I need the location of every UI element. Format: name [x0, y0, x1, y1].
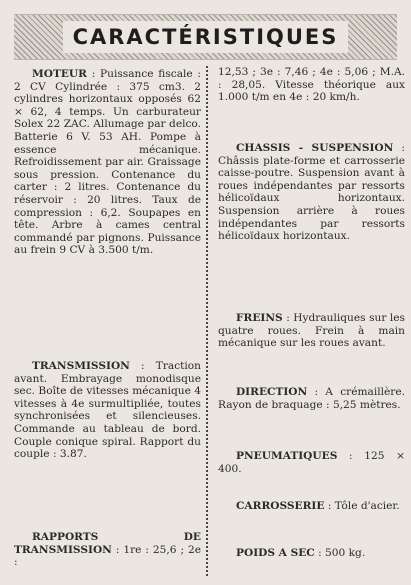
column-divider	[206, 66, 208, 576]
title-banner	[14, 14, 397, 60]
section-rapports	[14, 531, 201, 569]
section-heading: PNEUMATIQUES	[236, 450, 338, 462]
section-carrosserie	[218, 500, 405, 513]
section-moteur	[14, 68, 201, 257]
section-heading: DIRECTION	[236, 386, 308, 398]
section-text: : A crémaillère. Rayon de braquage : 5,25 mètres.	[218, 386, 405, 411]
section-heading: MOTEUR	[32, 68, 87, 80]
section-text: : 125 × 400.	[218, 450, 405, 475]
section-chassis	[218, 142, 405, 243]
section-pneumatiques	[218, 450, 405, 475]
section-heading: RAPPORTS DE TRANSMISSION	[14, 531, 201, 556]
page-title	[14, 15, 397, 59]
section-text: : Puissance fiscale : 2 CV Cylindrée : 375 cm3. 2 cylindres horizontaux opposés 62 × 62, 4 temps. Un carburateur Solex 22 ZAC. Allumage par delco. Batterie 6 V. 53 AH. Pompe à essence mécanique. Refroidissement par air. Graissage sous pression. Contenance du carter : 2 litres. Contenance du réservoir : 20 litres. Taux de compression : 6,2. Soupapes en tête. Arbre à cames central commandé par pignons. Puissance au frein 9 CV à 3.500 t/m.	[14, 68, 201, 257]
section-heading: CARROSSERIE	[236, 500, 325, 512]
section-text: 12,53 ; 3e : 7,46 ; 4e : 5,06 ; M.A. : 28,05. Vitesse théorique aux 1.000 t/m en 4e : 20 km/h.	[218, 66, 405, 104]
section-heading: TRANSMISSION	[32, 360, 130, 372]
section-freins	[218, 312, 405, 350]
section-text: : Tôle d'acier.	[324, 500, 400, 512]
page-title-text: CARACTÉRISTIQUES	[63, 21, 349, 53]
section-text: : Châssis plate-forme et carrosserie caisse-poutre. Suspension avant à roues indépendantes par ressorts hélicoïdaux horizontaux. Suspension arrière à roues indépendantes par ressorts hélicoïdaux horizontaux.	[218, 142, 406, 243]
section-text: : 1re : 25,6 ; 2e :	[14, 543, 201, 569]
section-direction	[218, 386, 405, 411]
section-poids	[218, 547, 405, 560]
section-heading: CHASSIS - SUSPENSION	[236, 142, 394, 154]
section-rapports-continued	[218, 66, 405, 104]
section-text: : Traction avant. Embrayage monodisque sec. Boîte de vitesses mécanique 4 vitesses à 4e surmultipliée, toutes synchronisées et silencieuses. Commande au tableau de bord. Couple conique spiral. Rapport du couple : 3.87.	[14, 360, 201, 461]
section-text: : Hydrauliques sur les quatre roues. Frein à main mécanique sur les roues avant.	[218, 312, 405, 350]
section-heading: POIDS A SEC	[236, 547, 315, 559]
section-transmission	[14, 360, 201, 461]
section-text: : 500 kg.	[314, 547, 366, 559]
section-heading: FREINS	[236, 312, 283, 324]
